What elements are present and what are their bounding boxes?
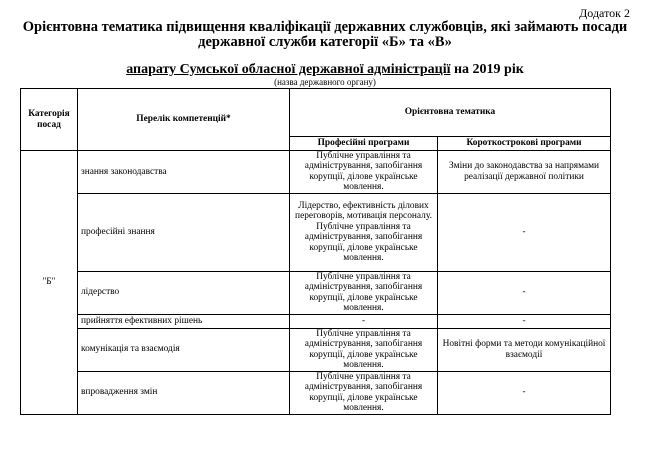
year-text: на 2019 рік [450,62,524,77]
table-row [21,371,611,414]
annex-label: Додаток 2 [579,6,630,20]
professional-cell: - [290,314,438,328]
table-row [21,151,611,194]
table-row [21,314,611,328]
short-term-cell: - [438,271,611,314]
professional-cell: Публічне управління та адміністрування, запобігання корупції, ділове українське мовлення. [290,371,438,414]
table-row [21,328,611,371]
table-row [21,193,611,271]
topics-table [20,88,611,415]
professional-text-part: Публічне управління та адміністрування, запобігання корупції, ділове українське мовлення. [304,221,423,263]
professional-cell: Публічне управління та адміністрування, запобігання корупції, ділове українське мовлення. [290,151,438,194]
professional-text-part: Лідерство, ефективність ділових переговорів, мотивація персоналу. [295,200,432,222]
competency-cell: впровадження змін [78,371,290,414]
short-term-cell: - [438,314,611,328]
competency-cell: знання законодавства [78,151,290,194]
header-topics: Орієнтовна тематика [290,89,611,137]
competency-cell: прийняття ефективних рішень [78,314,290,328]
short-term-cell: Новітні форми та методи комунікаційної взаємодії [438,328,611,371]
organization-name: апарату Сумської обласної державної адміністрації [126,62,451,77]
category-cell: "Б" [21,151,78,415]
professional-cell: Публічне управління та адміністрування, запобігання корупції, ділове українське мовлення. [290,271,438,314]
short-term-cell: - [438,371,611,414]
document-title: Орієнтовна тематика підвищення кваліфікації державних службовців, які займають посади державної служби категорії «Б» та «В» [22,19,628,50]
header-short-term: Короткострокові програми [438,137,611,151]
competency-cell: професійні знання [78,193,290,271]
table-row [21,271,611,314]
competency-cell: комунікація та взаємодія [78,328,290,371]
header-category: Категорія посад [21,89,78,151]
organization-note: (назва державного органу) [274,77,376,87]
organization-line [20,62,630,77]
professional-cell [290,193,438,271]
short-term-cell: Зміни до законодавства за напрямами реалізації державної політики [438,151,611,194]
header-professional: Професійні програми [290,137,438,151]
professional-cell: Публічне управління та адміністрування, запобігання корупції, ділове українське мовлення. [290,328,438,371]
header-competencies: Перелік компетенцій* [78,89,290,151]
competency-cell: лідерство [78,271,290,314]
short-term-cell: - [438,193,611,271]
